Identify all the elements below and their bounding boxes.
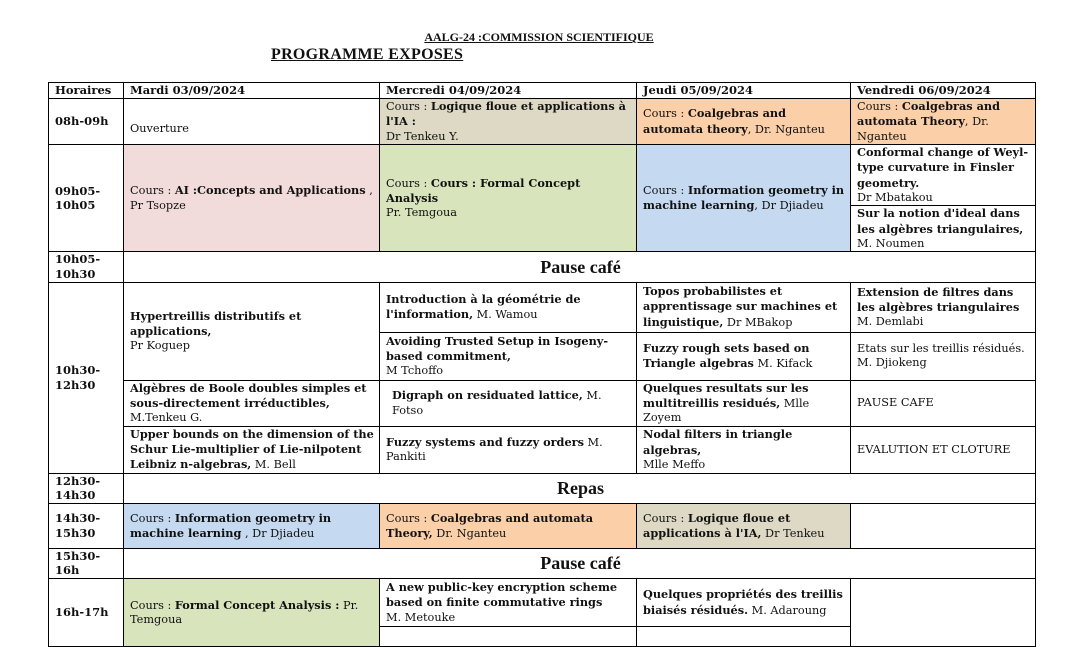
cell-mardi-09h: Cours : AI :Concepts and Applications , Pr Tsopze <box>124 145 380 252</box>
cell-jeudi-10h30-3: Quelques resultats sur les multitreillis residués, Mlle Zoyem <box>637 380 851 426</box>
cell-mercredi-10h30-2: Avoiding Trusted Setup in Isogeny-based commitment, M Tchoffo <box>380 332 637 380</box>
cell-mardi-08h: Ouverture <box>124 99 380 145</box>
row-16h <box>49 579 1036 627</box>
cell-mardi-16h: Cours : Formal Concept Analysis : Pr. Temgoua <box>124 579 380 647</box>
row-09h <box>49 145 1036 206</box>
cell-jeudi-16h-1: Quelques propriétés des treillis biaisés résidués. M. Adaroung <box>637 579 851 627</box>
cell-jeudi-10h30-1: Topos probabilistes et apprentissage sur machines et linguistique, Dr MBakop <box>637 282 851 332</box>
header-row <box>49 83 1036 99</box>
row-pause-1 <box>49 252 1036 282</box>
cell-vendredi-10h30-2: Etats sur les treillis résidués. M. Djiokeng <box>851 332 1036 380</box>
cell-vendredi-10h30-3: PAUSE CAFE <box>851 380 1036 426</box>
cell-vendredi-10h30-1: Extension de filtres dans les algèbres triangulaires M. Demlabi <box>851 282 1036 332</box>
time-cell: 16h-17h <box>49 579 124 647</box>
cell-mercredi-14h30: Cours : Coalgebras and automata Theory, Dr. Nganteu <box>380 503 637 548</box>
pause-cafe-banner: Pause café <box>124 252 1036 282</box>
time-cell: 08h-09h <box>49 99 124 145</box>
cell-mercredi-09h: Cours : Cours : Formal Concept Analysis Pr. Temgoua <box>380 145 637 252</box>
row-repas <box>49 473 1036 503</box>
cell-mercredi-16h-1: A new public-key encryption scheme based on finite commutative rings M. Metouke <box>380 579 637 627</box>
cell-mardi-10h30-3: Upper bounds on the dimension of the Schur Lie-multiplier of Lie-nilpotent Leibniz n-algebras, M. Bell <box>124 426 380 473</box>
cell-mercredi-16h-2 <box>380 627 637 647</box>
time-cell: 10h30-12h30 <box>49 282 124 473</box>
time-cell: 10h05-10h30 <box>49 252 124 282</box>
time-cell: 14h30-15h30 <box>49 503 124 548</box>
cell-jeudi-14h30: Cours : Logique floue et applications à l'IA, Dr Tenkeu <box>637 503 851 548</box>
cell-jeudi-09h: Cours : Information geometry in machine learning, Dr Djiadeu <box>637 145 851 252</box>
cell-vendredi-10h30-4: EVALUTION ET CLOTURE <box>851 426 1036 473</box>
repas-banner: Repas <box>124 473 1036 503</box>
cell-mercredi-10h30-4: Fuzzy systems and fuzzy orders M. Pankiti <box>380 426 637 473</box>
cell-vendredi-09h-a: Conformal change of Weyl-type curvature in Finsler geometry. Dr Mbatakou <box>851 145 1036 206</box>
row-10h30-4 <box>49 426 1036 473</box>
col-header-horaires: Horaires <box>49 83 124 99</box>
row-10h30-1 <box>49 282 1036 332</box>
cell-jeudi-08h: Cours : Coalgebras and automata theory, Dr. Nganteu <box>637 99 851 145</box>
document-subtitle: PROGRAMME EXPOSES <box>271 46 464 63</box>
cell-mercredi-08h: Cours : Logique floue et applications à l'IA : Dr Tenkeu Y. <box>380 99 637 145</box>
time-cell: 12h30-14h30 <box>49 473 124 503</box>
cell-jeudi-10h30-2: Fuzzy rough sets based on Triangle algebras M. Kifack <box>637 332 851 380</box>
pause-cafe-banner-2: Pause café <box>124 548 1036 578</box>
col-header-jeudi: Jeudi 05/09/2024 <box>637 83 851 99</box>
col-header-mercredi: Mercredi 04/09/2024 <box>380 83 637 99</box>
cell-mercredi-10h30-1: Introduction à la géométrie de l'information, M. Wamou <box>380 282 637 332</box>
cell-vendredi-14h30 <box>851 503 1036 548</box>
time-cell: 15h30-16h <box>49 548 124 578</box>
row-10h30-3 <box>49 380 1036 426</box>
col-header-mardi: Mardi 03/09/2024 <box>124 83 380 99</box>
document-title: AALG-24 :COMMISSION SCIENTIFIQUE <box>424 30 654 44</box>
row-14h30 <box>49 503 1036 548</box>
cell-mardi-14h30: Cours : Information geometry in machine learning , Dr Djiadeu <box>124 503 380 548</box>
time-cell: 09h05-10h05 <box>49 145 124 252</box>
cell-vendredi-08h: Cours : Coalgebras and automata Theory, Dr. Nganteu <box>851 99 1036 145</box>
cell-vendredi-09h-b: Sur la notion d'ideal dans les algèbres triangulaires, M. Noumen <box>851 206 1036 252</box>
cell-jeudi-10h30-4: Nodal filters in triangle algebras, Mlle Meffo <box>637 426 851 473</box>
cell-mercredi-10h30-3: Digraph on residuated lattice, M. Fotso <box>380 380 637 426</box>
row-pause-2 <box>49 548 1036 578</box>
cell-jeudi-16h-2 <box>637 627 851 647</box>
cell-mardi-10h30-2: Algèbres de Boole doubles simples et sous-directement irréductibles, M.Tenkeu G. <box>124 380 380 426</box>
schedule-table <box>48 82 1036 647</box>
cell-vendredi-16h <box>851 579 1036 647</box>
col-header-vendredi: Vendredi 06/09/2024 <box>851 83 1036 99</box>
cell-mardi-10h30-1: Hypertreillis distributifs et applications, Pr Koguep <box>124 282 380 380</box>
row-08h <box>49 99 1036 145</box>
